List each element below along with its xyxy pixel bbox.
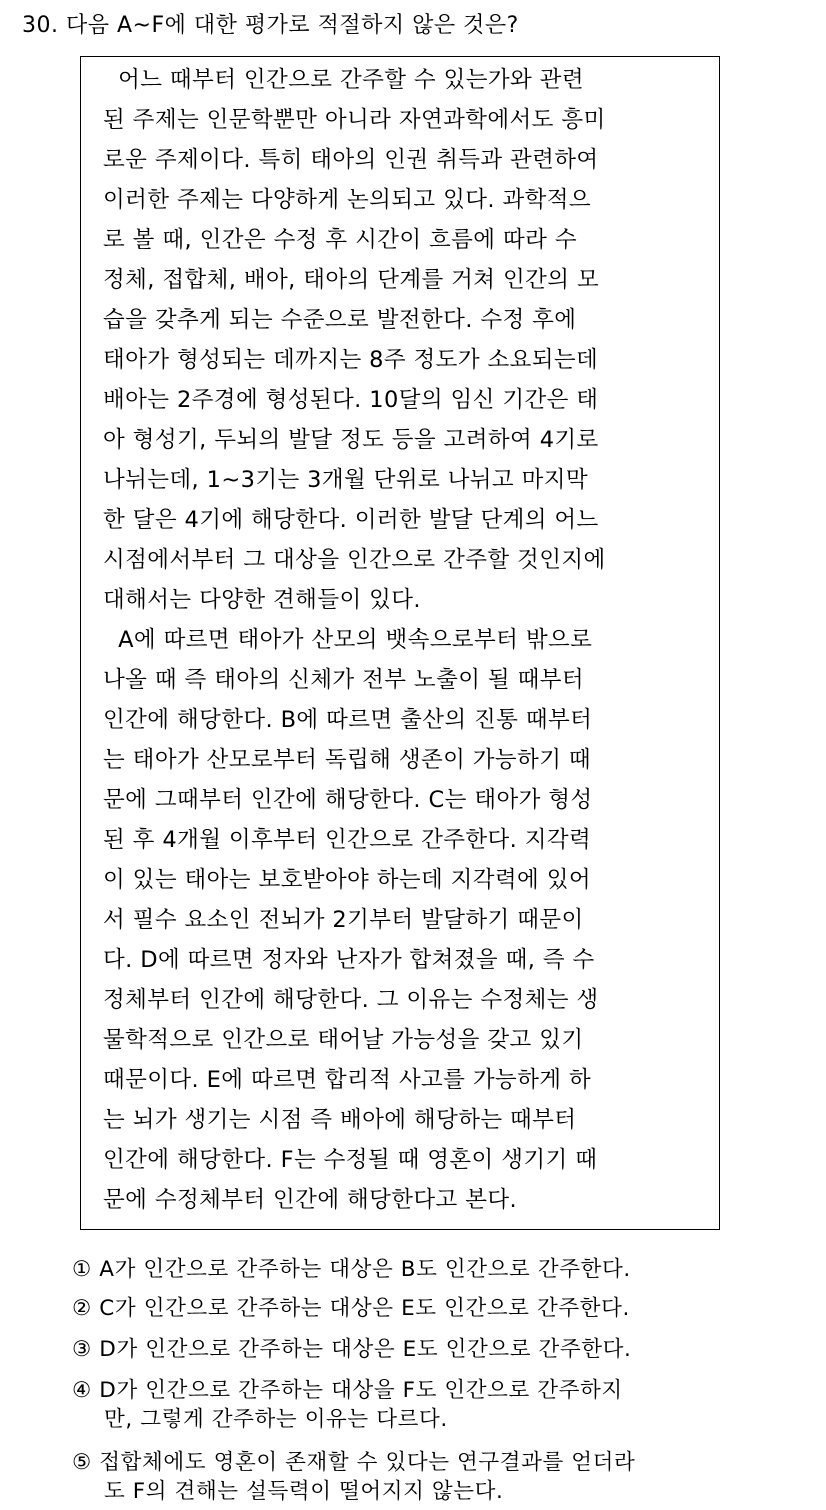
passage-line: 배아는 2주경에 형성된다. 10달의 임신 기간은 태 <box>103 387 599 413</box>
passage-line: 대해서는 다양한 견해들이 있다. <box>103 587 421 613</box>
passage-line: 다. D에 따르면 정자와 난자가 합쳐졌을 때, 즉 수 <box>103 947 595 973</box>
passage-line: 서 필수 요소인 전뇌가 2기부터 발달하기 때문이 <box>103 907 584 933</box>
passage-box <box>80 56 720 1230</box>
passage-line: A에 따르면 태아가 산모의 뱃속으로부터 밖으로 <box>103 627 593 653</box>
choice-4-continued: 만, 그렇게 간주하는 이유는 다르다. <box>104 1407 448 1432</box>
passage-line: 습을 갖추게 되는 수준으로 발전한다. 수정 후에 <box>103 307 577 333</box>
choice-5-continued: 도 F의 견해는 설득력이 떨어지지 않는다. <box>104 1479 504 1504</box>
choice-5[interactable]: ⑤ 접합체에도 영혼이 존재할 수 있다는 연구결과를 얻더라 <box>72 1450 636 1475</box>
passage-line: 인간에 해당한다. B에 따르면 출산의 진통 때부터 <box>103 707 593 733</box>
passage-line: 이러한 주제는 다양하게 논의되고 있다. 과학적으 <box>103 187 592 213</box>
choice-4[interactable]: ④ D가 인간으로 간주하는 대상을 F도 인간으로 간주하지 <box>72 1378 623 1403</box>
passage-line: 아 형성기, 두뇌의 발달 정도 등을 고려하여 4기로 <box>103 427 599 453</box>
passage-line: 인간에 해당한다. F는 수정될 때 영혼이 생기기 때 <box>103 1147 598 1173</box>
choice-2[interactable]: ② C가 인간으로 간주하는 대상은 E도 인간으로 간주한다. <box>72 1296 630 1321</box>
passage-line: 로 볼 때, 인간은 수정 후 시간이 흐름에 따라 수 <box>103 227 577 253</box>
choice-1[interactable]: ① A가 인간으로 간주하는 대상은 B도 인간으로 간주한다. <box>72 1257 631 1282</box>
passage-line: 나올 때 즉 태아의 신체가 전부 노출이 될 때부터 <box>103 667 584 693</box>
passage-line: 된 후 4개월 이후부터 인간으로 간주한다. 지각력 <box>103 827 592 853</box>
passage-line: 로운 주제이다. 특히 태아의 인권 취득과 관련하여 <box>103 147 599 173</box>
passage-line: 어느 때부터 인간으로 간주할 수 있는가와 관련 <box>103 67 584 93</box>
passage-line: 한 달은 4기에 해당한다. 이러한 발달 단계의 어느 <box>103 507 599 533</box>
passage-line: 문에 그때부터 인간에 해당한다. C는 태아가 형성 <box>103 787 593 813</box>
passage-line: 시점에서부터 그 대상을 인간으로 간주할 것인지에 <box>103 547 606 573</box>
passage-line: 된 주제는 인문학뿐만 아니라 자연과학에서도 흥미 <box>103 107 606 133</box>
passage-line: 때문이다. E에 따르면 합리적 사고를 가능하게 하 <box>103 1067 592 1093</box>
passage-line: 는 태아가 산모로부터 독립해 생존이 가능하기 때 <box>103 747 592 773</box>
passage-line: 물학적으로 인간으로 태어날 가능성을 갖고 있기 <box>103 1027 584 1053</box>
choice-3[interactable]: ③ D가 인간으로 간주하는 대상은 E도 인간으로 간주한다. <box>72 1337 632 1362</box>
question-title: 30. 다음 A~F에 대한 평가로 적절하지 않은 것은? <box>22 13 519 38</box>
passage-line: 태아가 형성되는 데까지는 8주 정도가 소요되는데 <box>103 347 599 373</box>
passage-line: 문에 수정체부터 인간에 해당한다고 본다. <box>103 1187 518 1213</box>
passage-line: 는 뇌가 생기는 시점 즉 배아에 해당하는 때부터 <box>103 1107 577 1133</box>
passage-line: 정체부터 인간에 해당한다. 그 이유는 수정체는 생 <box>103 987 599 1013</box>
passage-line: 나뉘는데, 1~3기는 3개월 단위로 나뉘고 마지막 <box>103 467 589 493</box>
passage-line: 이 있는 태아는 보호받아야 하는데 지각력에 있어 <box>103 867 592 893</box>
passage-line: 정체, 접합체, 배아, 태아의 단계를 거쳐 인간의 모 <box>103 267 600 293</box>
